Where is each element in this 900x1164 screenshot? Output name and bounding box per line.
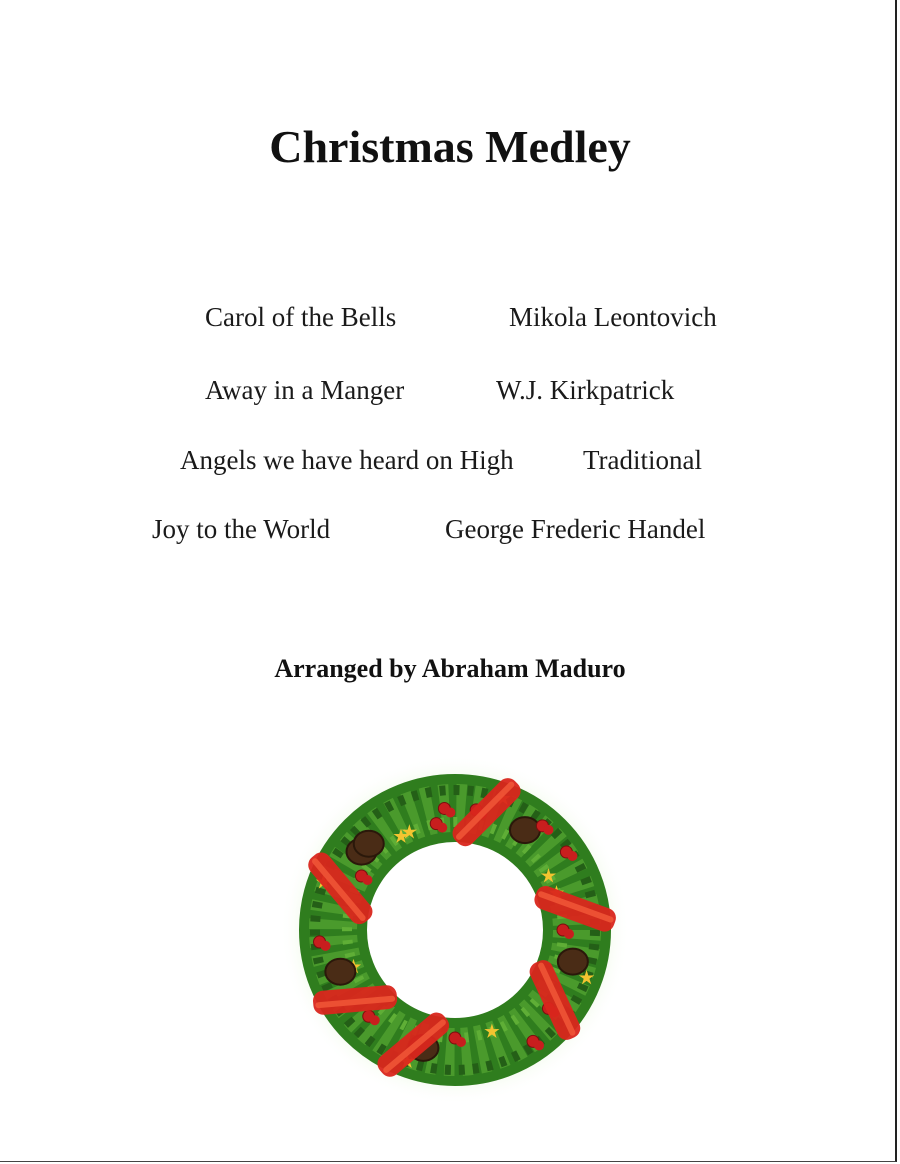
pinecone (354, 831, 384, 857)
berry (567, 851, 577, 861)
pinecone (325, 959, 355, 985)
berry (534, 1040, 544, 1050)
piece-composer: Traditional (583, 445, 703, 475)
christmas-wreath-image (280, 755, 630, 1105)
berry (564, 929, 574, 939)
pinecone (510, 817, 540, 843)
page-title: Christmas Medley (269, 121, 631, 172)
berry (437, 823, 447, 833)
piece-title: Away in a Manger (205, 375, 405, 405)
piece-composer: George Frederic Handel (445, 514, 706, 544)
piece-composer: W.J. Kirkpatrick (496, 375, 675, 405)
berry (370, 1015, 380, 1025)
berry (321, 941, 331, 951)
arranger-credit: Arranged by Abraham Maduro (274, 654, 626, 683)
piece-title: Carol of the Bells (205, 302, 397, 332)
berry (456, 1037, 466, 1047)
piece-composer: Mikola Leontovich (509, 302, 717, 332)
berry (362, 875, 372, 885)
pinecone (558, 949, 588, 975)
berry (445, 807, 455, 817)
piece-title: Angels we have heard on High (180, 445, 514, 475)
piece-title: Joy to the World (152, 514, 331, 544)
berry (543, 825, 553, 835)
